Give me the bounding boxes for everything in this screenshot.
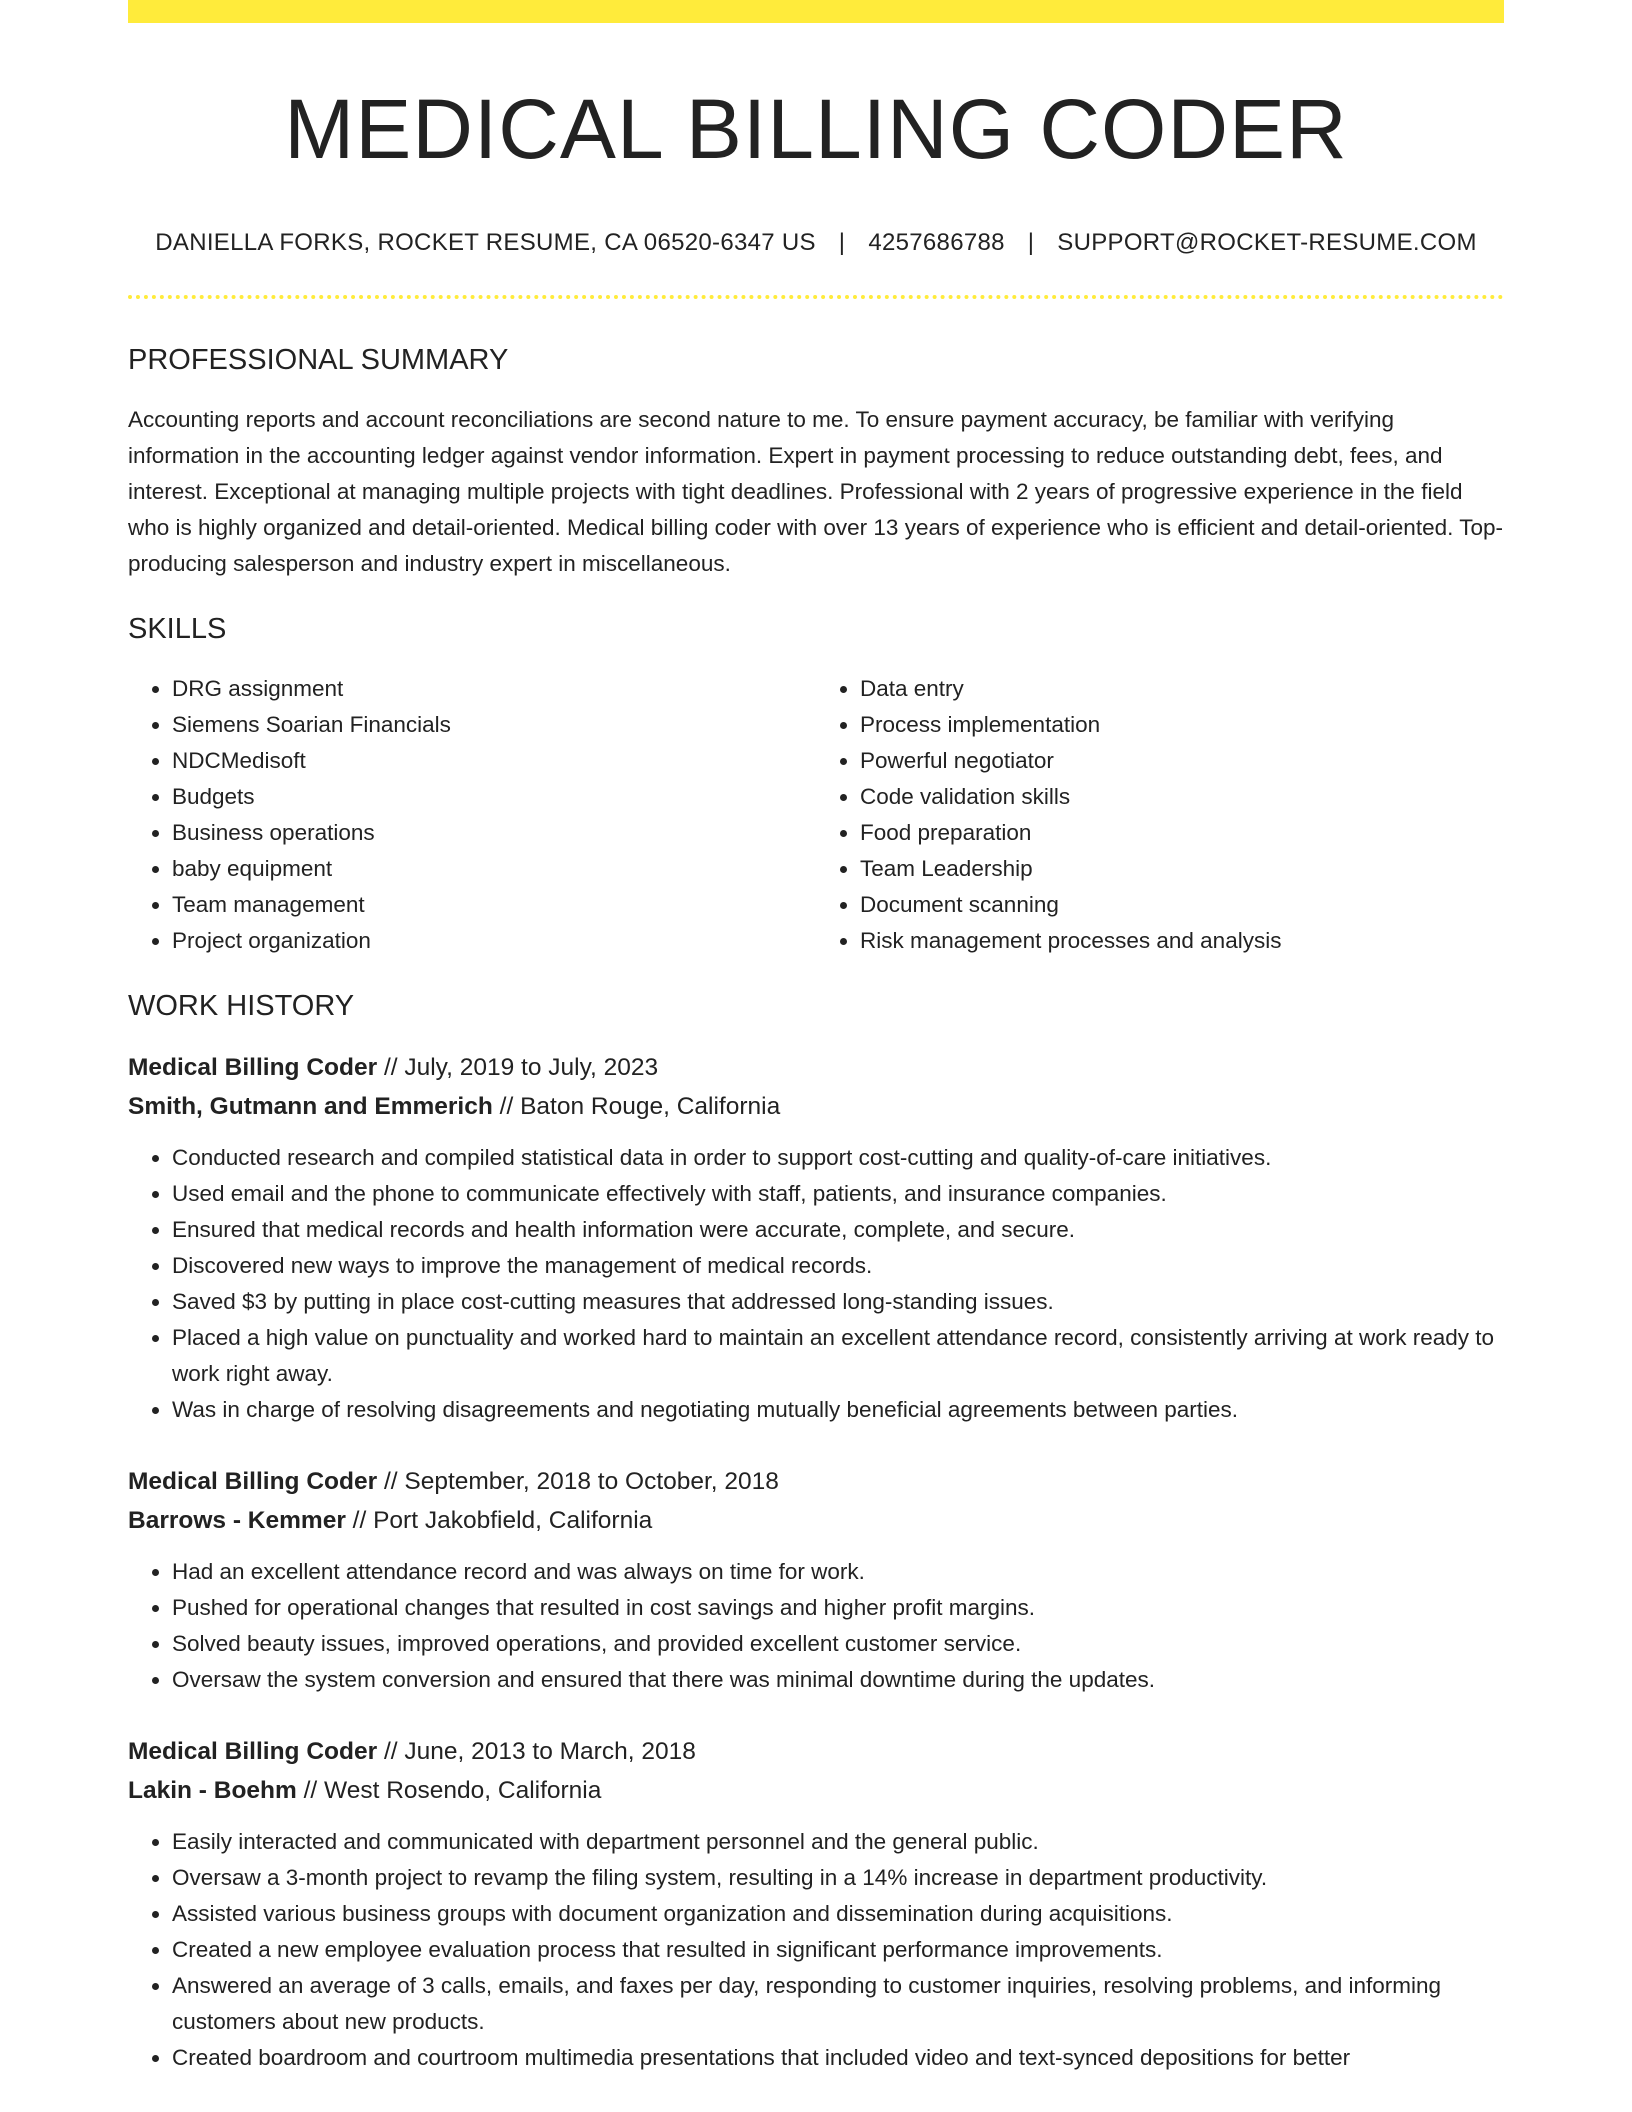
contact-phone: 4257686788 [868, 229, 1005, 257]
skill-item: • Budgets [172, 779, 816, 815]
job-bullets [128, 1824, 1504, 2076]
job-entry [128, 1048, 1504, 1428]
skill-item: • DRG assignment [172, 671, 816, 707]
contact-line [128, 229, 1504, 257]
job-bullet: • Discovered new ways to improve the management of medical records. [172, 1248, 1504, 1284]
accent-top-bar [128, 0, 1504, 23]
resume-page [128, 0, 1504, 2076]
skill-item: • Process implementation [860, 707, 1504, 743]
job-title-line [128, 1732, 1504, 1771]
job-bullet: • Pushed for operational changes that resulted in cost savings and higher profit margins. [172, 1590, 1504, 1626]
contact-email: SUPPORT@ROCKET-RESUME.COM [1057, 229, 1477, 257]
skill-item: • Document scanning [860, 887, 1504, 923]
skill-item: • Risk management processes and analysis [860, 923, 1504, 959]
skill-item: • Food preparation [860, 815, 1504, 851]
skills-heading: SKILLS [128, 613, 227, 646]
skill-item: • Business operations [172, 815, 816, 851]
job-location: // West Rosendo, California [303, 1776, 602, 1804]
resume-title: MEDICAL BILLING CODER [284, 82, 1348, 176]
job-bullet: • Ensured that medical records and health information were accurate, complete, and secure. [172, 1212, 1504, 1248]
job-bullet: • Assisted various business groups with document organization and dissemination during acquisitions. [172, 1896, 1504, 1932]
skill-item: • Powerful negotiator [860, 743, 1504, 779]
job-bullet: • Saved $3 by putting in place cost-cutting measures that addressed long-standing issues. [172, 1284, 1504, 1320]
dotted-divider [128, 295, 1504, 299]
job-dates: // July, 2019 to July, 2023 [383, 1053, 659, 1081]
summary-text: Accounting reports and account reconciliations are second nature to me. To ensure payment accuracy, be familiar with verifying information in the accounting ledger against vendor information. Expert in payment processing to reduce outstanding debt, fees, and interest. Exceptional at managing multiple projects with tight deadlines. Professional with 2 years of progressive experience in the field who is highly organized and detail-oriented. Medical billing coder with over 13 years of experience who is efficient and detail-oriented. Top-producing salesperson and industry expert in miscellaneous. [128, 407, 1503, 577]
job-bullet: • Was in charge of resolving disagreements and negotiating mutually beneficial agreements between parties. [172, 1392, 1504, 1428]
contact-address: DANIELLA FORKS, ROCKET RESUME, CA 06520-6347 US [155, 229, 816, 257]
job-title-line [128, 1048, 1504, 1087]
skill-item: • Code validation skills [860, 779, 1504, 815]
job-entry [128, 1732, 1504, 2076]
skills-list [128, 671, 1504, 959]
job-entry [128, 1462, 1504, 1698]
job-dates: // September, 2018 to October, 2018 [383, 1467, 779, 1495]
job-bullet: • Placed a high value on punctuality and worked hard to maintain an excellent attendance record, consistently arriving at work ready to work right away. [172, 1320, 1504, 1392]
job-bullet: • Solved beauty issues, improved operations, and provided excellent customer service. [172, 1626, 1504, 1662]
skill-item: • baby equipment [172, 851, 816, 887]
job-title-line [128, 1462, 1504, 1501]
job-bullet: • Answered an average of 3 calls, emails, and faxes per day, responding to customer inquiries, resolving problems, and informing customers about new products. [172, 1968, 1504, 2040]
job-bullet: • Conducted research and compiled statistical data in order to support cost-cutting and quality-of-care initiatives. [172, 1140, 1504, 1176]
job-dates: // June, 2013 to March, 2018 [383, 1737, 696, 1765]
contact-separator: | [1027, 229, 1035, 257]
job-bullets [128, 1554, 1504, 1698]
skill-item: • Data entry [860, 671, 1504, 707]
skill-item: • Siemens Soarian Financials [172, 707, 816, 743]
job-company: Smith, Gutmann and Emmerich [128, 1092, 493, 1120]
job-company-line [128, 1771, 1504, 1810]
job-company: Lakin - Boehm [128, 1776, 297, 1804]
job-company-line [128, 1087, 1504, 1126]
job-bullet: • Easily interacted and communicated with department personnel and the general public. [172, 1824, 1504, 1860]
job-title: Medical Billing Coder [128, 1737, 378, 1765]
job-company-line [128, 1501, 1504, 1540]
skill-item: • Project organization [172, 923, 816, 959]
skills-column-right [816, 671, 1504, 959]
job-title: Medical Billing Coder [128, 1467, 378, 1495]
summary-heading: PROFESSIONAL SUMMARY [128, 344, 509, 377]
job-bullet: • Had an excellent attendance record and was always on time for work. [172, 1554, 1504, 1590]
job-bullets [128, 1140, 1504, 1428]
job-location: // Baton Rouge, California [499, 1092, 781, 1120]
skills-column-left [128, 671, 816, 959]
work-history-heading: WORK HISTORY [128, 989, 355, 1022]
job-bullet: • Oversaw a 3-month project to revamp the filing system, resulting in a 14% increase in department productivity. [172, 1860, 1504, 1896]
job-bullet: • Created boardroom and courtroom multimedia presentations that included video and text-synced depositions for better [172, 2040, 1504, 2076]
contact-separator: | [838, 229, 846, 257]
job-bullet: • Oversaw the system conversion and ensured that there was minimal downtime during the updates. [172, 1662, 1504, 1698]
skill-item: • Team Leadership [860, 851, 1504, 887]
job-bullet: • Used email and the phone to communicate effectively with staff, patients, and insurance companies. [172, 1176, 1504, 1212]
job-location: // Port Jakobfield, California [352, 1506, 653, 1534]
job-bullet: • Created a new employee evaluation process that resulted in significant performance improvements. [172, 1932, 1504, 1968]
skill-item: • NDCMedisoft [172, 743, 816, 779]
skill-item: • Team management [172, 887, 816, 923]
job-company: Barrows - Kemmer [128, 1506, 346, 1534]
job-title: Medical Billing Coder [128, 1053, 378, 1081]
